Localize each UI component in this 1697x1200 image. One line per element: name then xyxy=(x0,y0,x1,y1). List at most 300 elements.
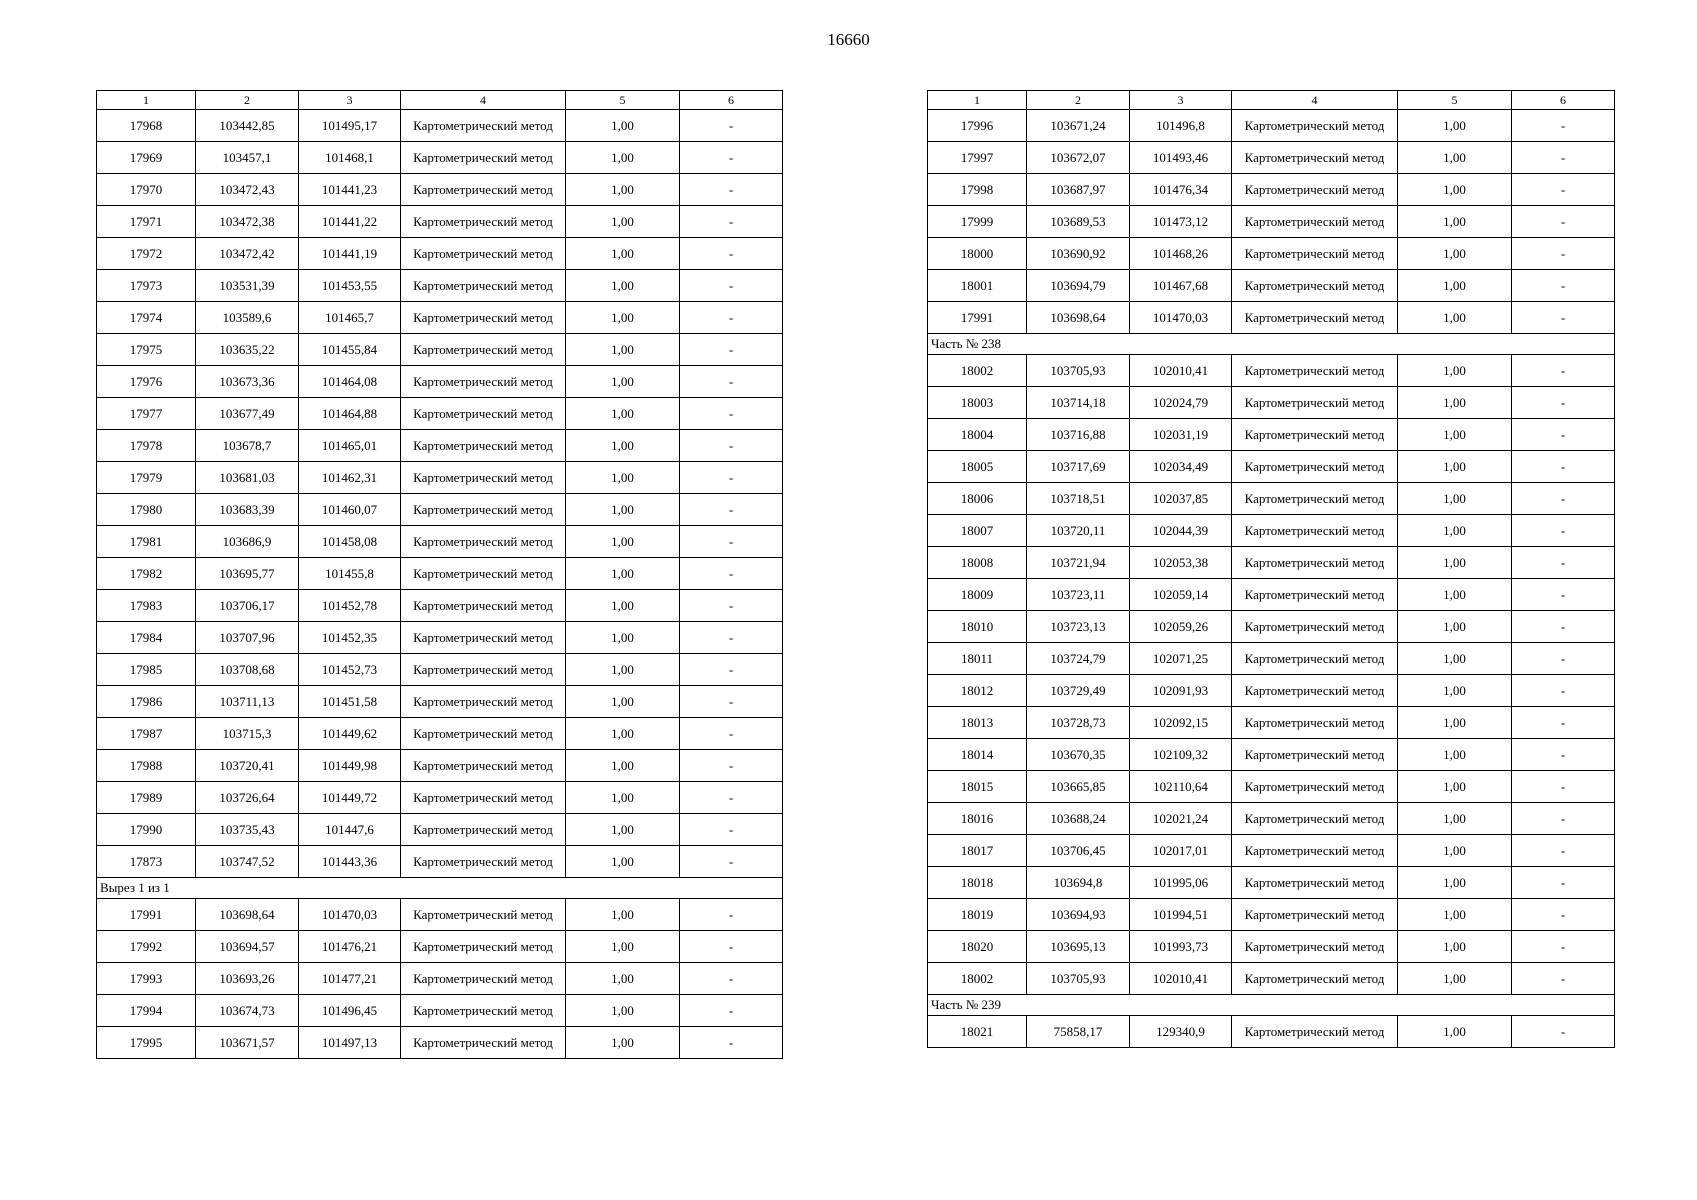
table-cell: - xyxy=(680,142,783,174)
table-cell: 102092,15 xyxy=(1130,707,1232,739)
table-cell: - xyxy=(680,334,783,366)
table-cell: 18004 xyxy=(928,419,1027,451)
table-cell: 103694,93 xyxy=(1027,899,1130,931)
table-cell: 102059,26 xyxy=(1130,611,1232,643)
table-cell: 18005 xyxy=(928,451,1027,483)
table-cell: 103671,57 xyxy=(196,1027,299,1059)
table-cell: 18002 xyxy=(928,355,1027,387)
table-cell: 17978 xyxy=(97,430,196,462)
table-row xyxy=(97,302,783,334)
table-cell: 102110,64 xyxy=(1130,771,1232,803)
table-cell: Картометрический метод xyxy=(1232,142,1398,174)
table-row xyxy=(928,419,1615,451)
table-cell: 18012 xyxy=(928,675,1027,707)
table-cell: Картометрический метод xyxy=(1232,899,1398,931)
table-cell: 102053,38 xyxy=(1130,547,1232,579)
table-row xyxy=(97,206,783,238)
table-cell: 103735,43 xyxy=(196,814,299,846)
table-cell: Картометрический метод xyxy=(1232,739,1398,771)
table-cell: Картометрический метод xyxy=(1232,835,1398,867)
table-cell: 103706,17 xyxy=(196,590,299,622)
table-cell: 103708,68 xyxy=(196,654,299,686)
table-cell: 103720,11 xyxy=(1027,515,1130,547)
table-cell: - xyxy=(1512,675,1615,707)
table-cell: 102010,41 xyxy=(1130,355,1232,387)
table-cell: 101476,21 xyxy=(299,931,401,963)
table-row xyxy=(97,750,783,782)
table-cell: - xyxy=(680,270,783,302)
table-cell: 1,00 xyxy=(566,1027,680,1059)
table-cell: 1,00 xyxy=(1398,387,1512,419)
table-cell: 17992 xyxy=(97,931,196,963)
table-cell: 103705,93 xyxy=(1027,963,1130,995)
table-row xyxy=(97,622,783,654)
table-row xyxy=(97,931,783,963)
table-cell: 103457,1 xyxy=(196,142,299,174)
table-row xyxy=(928,142,1615,174)
table-cell: 1,00 xyxy=(1398,611,1512,643)
table-cell: 1,00 xyxy=(1398,963,1512,995)
table-cell: 1,00 xyxy=(566,302,680,334)
table-row xyxy=(928,110,1615,142)
table-row xyxy=(97,334,783,366)
table-cell: Картометрический метод xyxy=(401,142,566,174)
table-cell: - xyxy=(680,899,783,931)
table-row xyxy=(928,483,1615,515)
table-cell: - xyxy=(680,462,783,494)
column-header: 5 xyxy=(566,91,680,110)
table-row xyxy=(97,270,783,302)
table-cell: 103472,38 xyxy=(196,206,299,238)
table-cell: - xyxy=(1512,483,1615,515)
table-row xyxy=(97,558,783,590)
table-cell: 101441,22 xyxy=(299,206,401,238)
table-cell: 101467,68 xyxy=(1130,270,1232,302)
table-cell: 101465,7 xyxy=(299,302,401,334)
table-cell: 103724,79 xyxy=(1027,643,1130,675)
table-cell: 17990 xyxy=(97,814,196,846)
table-body xyxy=(97,91,783,1059)
table-row xyxy=(928,611,1615,643)
table-cell: 17968 xyxy=(97,110,196,142)
table-cell: 1,00 xyxy=(1398,675,1512,707)
table-cell: 1,00 xyxy=(566,174,680,206)
table-row xyxy=(97,846,783,878)
column-header: 2 xyxy=(196,91,299,110)
table-cell: 1,00 xyxy=(566,110,680,142)
table-row xyxy=(928,547,1615,579)
table-cell: 129340,9 xyxy=(1130,1016,1232,1048)
table-row xyxy=(97,174,783,206)
table-cell: Картометрический метод xyxy=(401,1027,566,1059)
table-cell: 103705,93 xyxy=(1027,355,1130,387)
table-cell: - xyxy=(1512,899,1615,931)
table-cell: 1,00 xyxy=(566,558,680,590)
table-cell: 1,00 xyxy=(1398,451,1512,483)
table-cell: - xyxy=(1512,931,1615,963)
table-row xyxy=(928,643,1615,675)
table-cell: Картометрический метод xyxy=(1232,302,1398,334)
table-cell: 17979 xyxy=(97,462,196,494)
table-cell: - xyxy=(680,366,783,398)
table-cell: 103683,39 xyxy=(196,494,299,526)
table-cell: 18003 xyxy=(928,387,1027,419)
table-cell: 103717,69 xyxy=(1027,451,1130,483)
table-row xyxy=(928,302,1615,334)
table-cell: 18006 xyxy=(928,483,1027,515)
table-cell: - xyxy=(680,995,783,1027)
table-cell: Картометрический метод xyxy=(1232,867,1398,899)
table-cell: - xyxy=(680,302,783,334)
table-row xyxy=(928,515,1615,547)
table-cell: - xyxy=(1512,547,1615,579)
table-cell: 103531,39 xyxy=(196,270,299,302)
table-row xyxy=(97,430,783,462)
table-cell: 103693,26 xyxy=(196,963,299,995)
table-cell: 103695,13 xyxy=(1027,931,1130,963)
table-cell: 17984 xyxy=(97,622,196,654)
table-row xyxy=(97,462,783,494)
table-cell: - xyxy=(1512,302,1615,334)
table-cell: 18008 xyxy=(928,547,1027,579)
table-cell: - xyxy=(680,654,783,686)
table-row xyxy=(928,899,1615,931)
table-cell: 1,00 xyxy=(1398,419,1512,451)
table-cell: 101493,46 xyxy=(1130,142,1232,174)
table-cell: 17985 xyxy=(97,654,196,686)
table-cell: Картометрический метод xyxy=(1232,174,1398,206)
table-row xyxy=(97,590,783,622)
table-cell: 101496,45 xyxy=(299,995,401,1027)
table-cell: - xyxy=(680,1027,783,1059)
table-cell: 103677,49 xyxy=(196,398,299,430)
table-cell: 103589,6 xyxy=(196,302,299,334)
table-row xyxy=(97,494,783,526)
table-cell: 101476,34 xyxy=(1130,174,1232,206)
table-cell: 103729,49 xyxy=(1027,675,1130,707)
table-cell: Картометрический метод xyxy=(1232,579,1398,611)
table-cell: 1,00 xyxy=(566,430,680,462)
table-cell: 103688,24 xyxy=(1027,803,1130,835)
table-cell: Картометрический метод xyxy=(1232,206,1398,238)
table-row xyxy=(928,835,1615,867)
table-cell: Картометрический метод xyxy=(401,270,566,302)
table-cell: 1,00 xyxy=(1398,739,1512,771)
table-cell: 18018 xyxy=(928,867,1027,899)
table-cell: 101449,98 xyxy=(299,750,401,782)
table-cell: Картометрический метод xyxy=(1232,771,1398,803)
table-row xyxy=(97,963,783,995)
table-cell: 101443,36 xyxy=(299,846,401,878)
table-cell: - xyxy=(1512,110,1615,142)
table-cell: - xyxy=(1512,835,1615,867)
table-cell: 101468,1 xyxy=(299,142,401,174)
table-cell: 101464,08 xyxy=(299,366,401,398)
table-cell: 1,00 xyxy=(566,622,680,654)
table-row xyxy=(97,718,783,750)
table-cell: 1,00 xyxy=(1398,931,1512,963)
table-cell: Картометрический метод xyxy=(401,526,566,558)
table-row xyxy=(97,782,783,814)
table-cell: 102031,19 xyxy=(1130,419,1232,451)
table-cell: 101452,78 xyxy=(299,590,401,622)
table-cell: 1,00 xyxy=(1398,707,1512,739)
table-cell: 103721,94 xyxy=(1027,547,1130,579)
table-cell: Картометрический метод xyxy=(1232,270,1398,302)
table-row xyxy=(97,814,783,846)
table-cell: 18021 xyxy=(928,1016,1027,1048)
table-row xyxy=(928,1016,1615,1048)
table-cell: Картометрический метод xyxy=(401,462,566,494)
column-header: 4 xyxy=(1232,91,1398,110)
table-cell: 101464,88 xyxy=(299,398,401,430)
table-cell: 103714,18 xyxy=(1027,387,1130,419)
table-cell: 17980 xyxy=(97,494,196,526)
table-cell: 102024,79 xyxy=(1130,387,1232,419)
table-cell: 1,00 xyxy=(566,814,680,846)
table-row xyxy=(928,963,1615,995)
table-row xyxy=(928,803,1615,835)
table-cell: Картометрический метод xyxy=(1232,1016,1398,1048)
table-row xyxy=(97,142,783,174)
table-cell: - xyxy=(680,526,783,558)
table-cell: 103673,36 xyxy=(196,366,299,398)
table-cell: Картометрический метод xyxy=(1232,803,1398,835)
table-cell: 17995 xyxy=(97,1027,196,1059)
table-cell: 102071,25 xyxy=(1130,643,1232,675)
table-cell: Картометрический метод xyxy=(401,782,566,814)
table-cell: 1,00 xyxy=(1398,643,1512,675)
table-cell: - xyxy=(680,963,783,995)
coordinates-table-right xyxy=(927,90,1615,1048)
table-cell: 101465,01 xyxy=(299,430,401,462)
table-cell: - xyxy=(680,398,783,430)
table-cell: 17983 xyxy=(97,590,196,622)
column-header: 6 xyxy=(680,91,783,110)
column-header: 3 xyxy=(299,91,401,110)
table-cell: 101441,19 xyxy=(299,238,401,270)
table-cell: 103694,79 xyxy=(1027,270,1130,302)
table-cell: 17993 xyxy=(97,963,196,995)
section-row xyxy=(928,334,1615,355)
table-row xyxy=(928,206,1615,238)
table-row xyxy=(97,995,783,1027)
table-cell: - xyxy=(680,494,783,526)
column-header: 3 xyxy=(1130,91,1232,110)
table-row xyxy=(97,654,783,686)
table-cell: 101455,8 xyxy=(299,558,401,590)
table-cell: - xyxy=(1512,419,1615,451)
table-cell: 1,00 xyxy=(566,995,680,1027)
table-cell: - xyxy=(1512,771,1615,803)
table-cell: 101451,58 xyxy=(299,686,401,718)
table-cell: Картометрический метод xyxy=(401,963,566,995)
table-cell: 101460,07 xyxy=(299,494,401,526)
table-cell: Картометрический метод xyxy=(401,494,566,526)
table-cell: - xyxy=(680,174,783,206)
table-row xyxy=(928,707,1615,739)
table-cell: Картометрический метод xyxy=(401,931,566,963)
table-cell: Картометрический метод xyxy=(401,654,566,686)
table-cell: - xyxy=(1512,515,1615,547)
table-cell: 101458,08 xyxy=(299,526,401,558)
table-cell: 103718,51 xyxy=(1027,483,1130,515)
table-row xyxy=(928,739,1615,771)
table-cell: 103670,35 xyxy=(1027,739,1130,771)
table-cell: 17999 xyxy=(928,206,1027,238)
table-cell: 17998 xyxy=(928,174,1027,206)
table-cell: - xyxy=(680,622,783,654)
table-cell: 103723,11 xyxy=(1027,579,1130,611)
table-cell: Картометрический метод xyxy=(401,174,566,206)
table-cell: 1,00 xyxy=(1398,142,1512,174)
table-cell: 101994,51 xyxy=(1130,899,1232,931)
table-cell: Картометрический метод xyxy=(1232,931,1398,963)
table-cell: 103635,22 xyxy=(196,334,299,366)
table-cell: 103726,64 xyxy=(196,782,299,814)
table-cell: 102017,01 xyxy=(1130,835,1232,867)
table-cell: Картометрический метод xyxy=(1232,238,1398,270)
table-cell: Картометрический метод xyxy=(401,590,566,622)
table-cell: 1,00 xyxy=(566,750,680,782)
table-cell: 101468,26 xyxy=(1130,238,1232,270)
table-cell: 103720,41 xyxy=(196,750,299,782)
table-cell: - xyxy=(680,238,783,270)
table-row xyxy=(97,899,783,931)
table-cell: 1,00 xyxy=(1398,238,1512,270)
table-cell: Картометрический метод xyxy=(401,558,566,590)
table-cell: Картометрический метод xyxy=(401,622,566,654)
table-cell: 1,00 xyxy=(566,398,680,430)
table-cell: 18007 xyxy=(928,515,1027,547)
table-cell: 1,00 xyxy=(1398,206,1512,238)
table-cell: 103706,45 xyxy=(1027,835,1130,867)
table-cell: Картометрический метод xyxy=(401,334,566,366)
table-cell: 103442,85 xyxy=(196,110,299,142)
section-row xyxy=(928,995,1615,1016)
table-cell: 103716,88 xyxy=(1027,419,1130,451)
table-cell: 1,00 xyxy=(566,270,680,302)
table-cell: 1,00 xyxy=(566,366,680,398)
table-cell: 103694,8 xyxy=(1027,867,1130,899)
table-cell: 1,00 xyxy=(566,686,680,718)
table-cell: 17976 xyxy=(97,366,196,398)
table-cell: 101455,84 xyxy=(299,334,401,366)
column-header: 1 xyxy=(928,91,1027,110)
table-cell: 17989 xyxy=(97,782,196,814)
table-cell: Картометрический метод xyxy=(401,750,566,782)
table-cell: 103694,57 xyxy=(196,931,299,963)
table-cell: Картометрический метод xyxy=(401,846,566,878)
table-cell: 18020 xyxy=(928,931,1027,963)
table-cell: 1,00 xyxy=(566,206,680,238)
table-cell: 1,00 xyxy=(566,963,680,995)
table-row xyxy=(928,931,1615,963)
section-row xyxy=(97,878,783,899)
table-row xyxy=(928,771,1615,803)
table-cell: 17975 xyxy=(97,334,196,366)
table-cell: 103698,64 xyxy=(196,899,299,931)
table-cell: Картометрический метод xyxy=(1232,515,1398,547)
table-cell: 102010,41 xyxy=(1130,963,1232,995)
table-cell: - xyxy=(680,931,783,963)
table-cell: 101449,72 xyxy=(299,782,401,814)
table-row xyxy=(928,238,1615,270)
table-cell: 101441,23 xyxy=(299,174,401,206)
table-cell: 17974 xyxy=(97,302,196,334)
table-row xyxy=(928,867,1615,899)
table-cell: 103681,03 xyxy=(196,462,299,494)
table-cell: 101497,13 xyxy=(299,1027,401,1059)
table-cell: 17988 xyxy=(97,750,196,782)
section-label: Вырез 1 из 1 xyxy=(97,878,783,899)
table-cell: 103689,53 xyxy=(1027,206,1130,238)
table-cell: 18010 xyxy=(928,611,1027,643)
table-cell: 103678,7 xyxy=(196,430,299,462)
table-cell: - xyxy=(1512,1016,1615,1048)
table-cell: 18002 xyxy=(928,963,1027,995)
table-cell: Картометрический метод xyxy=(1232,483,1398,515)
table-cell: Картометрический метод xyxy=(401,302,566,334)
table-cell: - xyxy=(680,782,783,814)
page-number: 16660 xyxy=(827,30,870,49)
table-cell: 1,00 xyxy=(1398,355,1512,387)
table-cell: 17969 xyxy=(97,142,196,174)
column-header: 5 xyxy=(1398,91,1512,110)
table-cell: 102091,93 xyxy=(1130,675,1232,707)
table-cell: - xyxy=(1512,355,1615,387)
table-cell: 103687,97 xyxy=(1027,174,1130,206)
table-cell: 103711,13 xyxy=(196,686,299,718)
table-cell: 1,00 xyxy=(1398,547,1512,579)
table-cell: 1,00 xyxy=(1398,270,1512,302)
table-cell: 17996 xyxy=(928,110,1027,142)
table-cell: 17972 xyxy=(97,238,196,270)
table-cell: 103686,9 xyxy=(196,526,299,558)
table-cell: 1,00 xyxy=(566,718,680,750)
table-row xyxy=(928,270,1615,302)
table-cell: 103707,96 xyxy=(196,622,299,654)
table-cell: 102109,32 xyxy=(1130,739,1232,771)
table-cell: 1,00 xyxy=(1398,483,1512,515)
table-cell: Картометрический метод xyxy=(1232,547,1398,579)
table-cell: - xyxy=(1512,142,1615,174)
table-cell: - xyxy=(1512,867,1615,899)
table-cell: 103472,42 xyxy=(196,238,299,270)
table-cell: 101473,12 xyxy=(1130,206,1232,238)
table-cell: 1,00 xyxy=(1398,515,1512,547)
table-cell: 17991 xyxy=(928,302,1027,334)
table-cell: Картометрический метод xyxy=(401,430,566,462)
table-cell: - xyxy=(1512,174,1615,206)
table-cell: Картометрический метод xyxy=(1232,675,1398,707)
table-cell: 17982 xyxy=(97,558,196,590)
table-cell: - xyxy=(680,110,783,142)
table-cell: Картометрический метод xyxy=(1232,611,1398,643)
table-cell: 101452,73 xyxy=(299,654,401,686)
table-cell: 103690,92 xyxy=(1027,238,1130,270)
table-cell: 103665,85 xyxy=(1027,771,1130,803)
table-cell: Картометрический метод xyxy=(1232,643,1398,675)
table-cell: 1,00 xyxy=(1398,174,1512,206)
table-cell: 1,00 xyxy=(566,334,680,366)
table-cell: 75858,17 xyxy=(1027,1016,1130,1048)
table-cell: - xyxy=(680,686,783,718)
table-cell: - xyxy=(1512,238,1615,270)
table-cell: 18001 xyxy=(928,270,1027,302)
table-cell: Картометрический метод xyxy=(401,814,566,846)
table-cell: Картометрический метод xyxy=(401,899,566,931)
